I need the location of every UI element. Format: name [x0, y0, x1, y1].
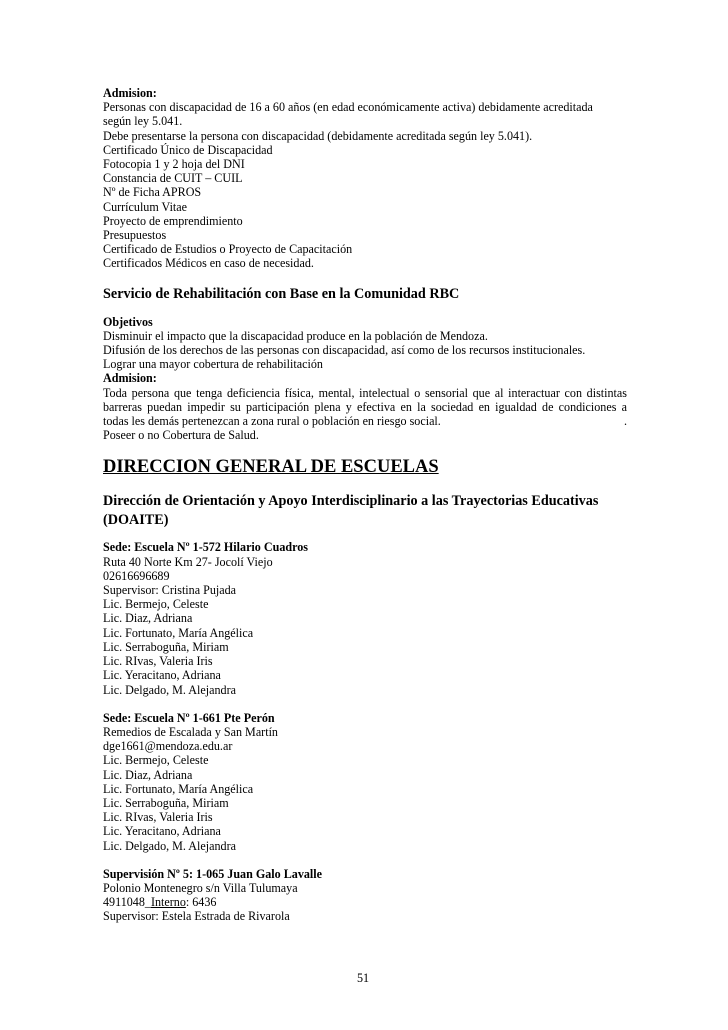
sede-line: Lic. Diaz, Adriana — [103, 767, 193, 782]
sede-line: Supervisor: Cristina Pujada — [103, 583, 237, 598]
admision-line: Certificados Médicos en caso de necesidad. — [103, 256, 314, 271]
sede-line: Lic. Bermejo, Celeste — [103, 753, 209, 768]
sede-line: Lic. Serraboguña, Miriam — [103, 795, 229, 810]
rbc-admision-line: Poseer o no Cobertura de Salud. — [103, 428, 259, 443]
page-content — [103, 86, 627, 924]
objetivo-item: Disminuir el impacto que la discapacidad produce en la población de Mendoza. — [103, 328, 488, 343]
admision-line: Presupuestos — [103, 228, 167, 243]
sede-line: Ruta 40 Norte Km 27- Jocolí Viejo — [103, 554, 273, 569]
rbc-admision-line — [103, 414, 627, 428]
sede-heading: Sede: Escuela Nº 1-572 Hilario Cuadros — [103, 540, 308, 555]
doaite-title-line: (DOAITE) — [103, 512, 169, 529]
sede-line: Lic. RIvas, Valeria Iris — [103, 810, 213, 825]
objetivos-heading: Objetivos — [103, 314, 153, 329]
sede-line: Lic. Serraboguña, Miriam — [103, 639, 229, 654]
rbc-admision-line: Toda persona que tenga deficiencia física, mental, intelectual o sensorial que al interactuar con distintas — [103, 385, 627, 400]
dge-title: DIRECCION GENERAL DE ESCUELAS — [103, 457, 439, 478]
supervision-line: Polonio Montenegro s/n Villa Tulumaya — [103, 880, 298, 895]
rbc-admision-heading: Admision: — [103, 371, 157, 386]
sede-line: Lic. Yeracitano, Adriana — [103, 668, 221, 683]
admision-line: Personas con discapacidad de 16 a 60 años (en edad económicamente activa) debidamente acreditada — [103, 100, 593, 115]
admision-line: Certificado Único de Discapacidad — [103, 142, 273, 157]
doaite-title-line: Dirección de Orientación y Apoyo Interdisciplinario a las Trayectorias Educativas — [103, 493, 599, 510]
interno-value: : 6436 — [185, 895, 217, 910]
sede-line: Lic. RIvas, Valeria Iris — [103, 654, 213, 669]
sede-line: Lic. Diaz, Adriana — [103, 611, 193, 626]
admision-heading: Admision: — [103, 86, 157, 100]
sede-line: Remedios de Escalada y San Martín — [103, 724, 278, 739]
supervision-heading: Supervisión Nº 5: 1-065 Juan Galo Lavalle — [103, 866, 323, 881]
sede-line: 02616696689 — [103, 568, 170, 583]
rbc-admision-end: . — [623, 414, 627, 429]
rbc-title: Servicio de Rehabilitación con Base en la Comunidad RBC — [103, 285, 460, 302]
rbc-admision-line: barreras puedan impedir su participación plena y efectiva en la sociedad en igualdad de condiciones a — [103, 399, 627, 414]
sede-line: dge1661@mendoza.edu.ar — [103, 739, 233, 754]
objetivo-item: Lograr una mayor cobertura de rehabilitación — [103, 357, 323, 372]
interno-label: Interno — [150, 895, 186, 910]
sede-line: Lic. Yeracitano, Adriana — [103, 824, 221, 839]
doaite-title — [103, 492, 627, 530]
admision-line: Constancia de CUIT – CUIL — [103, 171, 243, 186]
supervision-phone: 4911048_ — [103, 895, 151, 910]
supervision-phone-line — [103, 895, 627, 909]
sede-heading: Sede: Escuela Nº 1-661 Pte Perón — [103, 710, 275, 725]
sede-line: Lic. Fortunato, María Angélica — [103, 625, 254, 640]
admision-line: Nº de Ficha APROS — [103, 185, 202, 200]
admision-line: Proyecto de emprendimiento — [103, 213, 243, 228]
admision-line: Currículum Vitae — [103, 199, 188, 214]
admision-line: Fotocopia 1 y 2 hoja del DNI — [103, 157, 245, 172]
page-number: 51 — [357, 971, 370, 985]
sede-line: Lic. Delgado, M. Alejandra — [103, 682, 236, 697]
sede-line: Lic. Delgado, M. Alejandra — [103, 838, 236, 853]
sede-line: Lic. Bermejo, Celeste — [103, 597, 209, 612]
admision-line: Debe presentarse la persona con discapacidad (debidamente acreditada según ley 5.041). — [103, 128, 533, 143]
admision-line: Certificado de Estudios o Proyecto de Capacitación — [103, 242, 353, 257]
admision-line: según ley 5.041. — [103, 114, 183, 129]
rbc-admision-text: todas les demás pertenezcan a zona rural o población en riesgo social. — [103, 414, 441, 429]
objetivo-item: Difusión de los derechos de las personas con discapacidad, así como de los recursos institucionales. — [103, 343, 586, 358]
supervision-line: Supervisor: Estela Estrada de Rivarola — [103, 909, 290, 924]
sede-line: Lic. Fortunato, María Angélica — [103, 781, 254, 796]
